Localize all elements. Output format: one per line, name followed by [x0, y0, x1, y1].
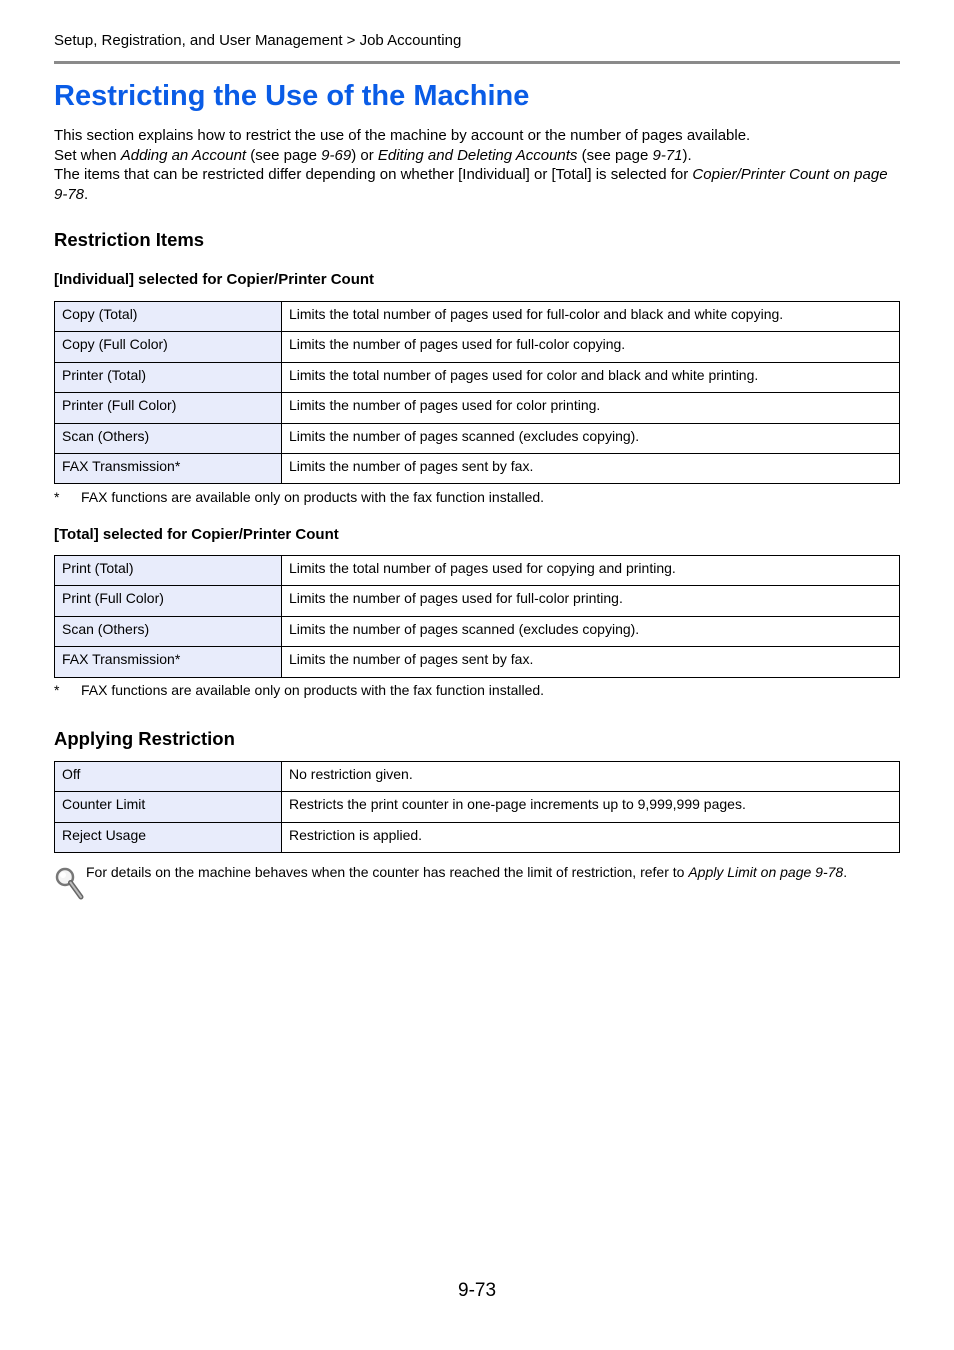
link-apply-limit[interactable]: Apply Limit on page 9-78 [688, 864, 844, 880]
table-row [55, 556, 900, 586]
section-heading-applying-restriction: Applying Restriction [54, 728, 235, 749]
footnote-text: FAX functions are available only on products with the fax function installed. [81, 489, 545, 505]
row-description: Limits the total number of pages used for color and black and white printing. [282, 362, 900, 392]
page-number: 9-73 [458, 1280, 497, 1301]
row-description: Limits the number of pages used for color printing. [282, 393, 900, 423]
page-title: Restricting the Use of the Machine [54, 80, 530, 112]
page-ref-9-71[interactable]: 9-71 [652, 146, 683, 164]
intro-line-2 [54, 146, 904, 166]
row-description: Limits the number of pages scanned (excludes copying). [282, 616, 900, 646]
footnote-mark: * [54, 489, 60, 505]
row-description: Limits the number of pages scanned (excludes copying). [282, 423, 900, 453]
row-item-label: Scan (Others) [55, 616, 282, 646]
row-description: No restriction given. [282, 762, 900, 792]
row-item-label: Print (Total) [55, 556, 282, 586]
table-row [55, 362, 900, 392]
row-description: Limits the number of pages used for full-color printing. [282, 586, 900, 616]
intro-text-segment: (see page [577, 146, 653, 164]
row-item-label: Printer (Full Color) [55, 393, 282, 423]
table-row [55, 586, 900, 616]
row-item-label: Off [55, 762, 282, 792]
row-description: Limits the number of pages sent by fax. [282, 453, 900, 483]
intro-text-segment: ) or [351, 146, 378, 164]
subheading-individual: [Individual] selected for Copier/Printer Count [54, 271, 375, 288]
intro-text [54, 126, 904, 204]
intro-text-segment: ). [682, 146, 692, 164]
note-text-segment: . [843, 864, 848, 880]
subheading-total: [Total] selected for Copier/Printer Count [54, 526, 339, 543]
table-row [55, 423, 900, 453]
table-row [55, 453, 900, 483]
page-ref-9-69[interactable]: 9-69 [321, 146, 352, 164]
footnote-mark: * [54, 682, 60, 698]
row-description: Limits the total number of pages used for copying and printing. [282, 556, 900, 586]
row-item-label: Reject Usage [55, 822, 282, 852]
row-item-label: FAX Transmission* [55, 453, 282, 483]
table-row [55, 302, 900, 332]
intro-line-1: This section explains how to restrict the use of the machine by account or the number of pages available. [54, 127, 751, 144]
table-row [55, 332, 900, 362]
row-item-label: Copy (Total) [55, 302, 282, 332]
row-item-label: Printer (Total) [55, 362, 282, 392]
note-text [86, 864, 847, 880]
total-table [54, 555, 900, 678]
breadcrumb: Setup, Registration, and User Management > Job Accounting [54, 32, 462, 49]
header-divider [54, 61, 900, 64]
intro-text-segment: Set when [54, 146, 121, 164]
intro-text-segment: (see page [246, 146, 322, 164]
intro-text-segment: . [84, 185, 89, 203]
intro-text-segment: The items that can be restricted differ depending on whether [Individual] or [Total] is selected for [54, 166, 693, 183]
table-row [55, 792, 900, 822]
applying-table [54, 761, 900, 853]
individual-table [54, 301, 900, 484]
row-item-label: Scan (Others) [55, 423, 282, 453]
row-description: Limits the total number of pages used for full-color and black and white copying. [282, 302, 900, 332]
link-editing-deleting-accounts[interactable]: Editing and Deleting Accounts [377, 146, 578, 164]
footnote-total [54, 682, 544, 698]
table-row [55, 762, 900, 792]
row-description: Restriction is applied. [282, 822, 900, 852]
note-text-segment: For details on the machine behaves when the counter has reached the limit of restriction, refer to [86, 864, 689, 880]
link-copier-printer-count[interactable]: Copier/Printer Count on page 9-78 [54, 166, 888, 203]
row-item-label: Print (Full Color) [55, 586, 282, 616]
row-description: Limits the number of pages used for full-color copying. [282, 332, 900, 362]
table-row [55, 822, 900, 852]
table-row [55, 647, 900, 677]
section-heading-restriction-items: Restriction Items [54, 229, 205, 250]
intro-line-3 [54, 165, 904, 204]
row-description: Limits the number of pages sent by fax. [282, 647, 900, 677]
magnifier-icon [54, 866, 86, 902]
footnote-text: FAX functions are available only on products with the fax function installed. [81, 682, 545, 698]
link-adding-account[interactable]: Adding an Account [120, 146, 247, 164]
row-description: Restricts the print counter in one-page increments up to 9,999,999 pages. [282, 792, 900, 822]
table-row [55, 616, 900, 646]
table-row [55, 393, 900, 423]
row-item-label: FAX Transmission* [55, 647, 282, 677]
row-item-label: Counter Limit [55, 792, 282, 822]
footnote-individual [54, 489, 544, 505]
row-item-label: Copy (Full Color) [55, 332, 282, 362]
